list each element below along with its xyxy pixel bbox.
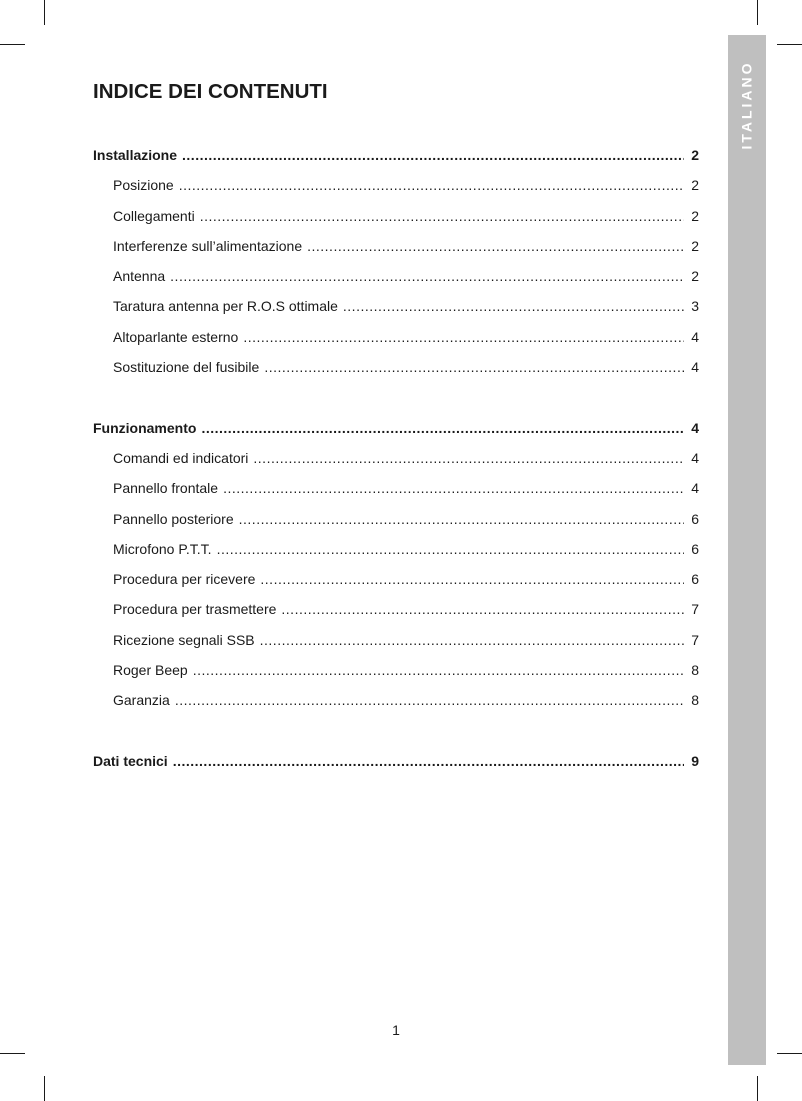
toc-entry-label: Installazione <box>93 147 178 163</box>
page-title: INDICE DEI CONTENUTI <box>93 80 328 103</box>
section-spacer <box>93 382 699 412</box>
toc-subsection-entry[interactable] <box>93 261 699 291</box>
toc-entry-label: Sostituzione del fusibile <box>113 359 260 376</box>
toc-entry-label: Ricezione segnali SSB <box>113 631 255 648</box>
toc-subsection-entry[interactable] <box>93 170 699 200</box>
toc-subsection-entry[interactable] <box>93 443 699 473</box>
toc-entry-label: Antenna <box>113 268 166 285</box>
table-of-contents <box>93 140 699 776</box>
dot-leader <box>281 594 684 624</box>
crop-mark <box>777 1053 802 1054</box>
toc-subsection-entry[interactable] <box>93 322 699 352</box>
toc-page-number: 2 <box>691 268 699 285</box>
dot-leader <box>223 473 684 503</box>
toc-entry-label: Interferenze sull’alimentazione <box>113 237 303 254</box>
page-number: 1 <box>392 1022 400 1038</box>
toc-page-number: 2 <box>691 237 699 254</box>
toc-entry-label: Funzionamento <box>93 419 197 436</box>
language-side-label <box>728 35 766 175</box>
toc-page-number: 8 <box>691 692 699 709</box>
toc-page-number: 4 <box>691 480 699 497</box>
dot-leader <box>173 746 684 776</box>
toc-subsection-entry[interactable] <box>93 655 699 685</box>
toc-entry-label: Collegamenti <box>113 207 195 224</box>
toc-entry-label: Posizione <box>113 177 174 194</box>
toc-subsection-entry[interactable] <box>93 685 699 715</box>
toc-page-number: 2 <box>691 147 699 163</box>
toc-subsection-entry[interactable] <box>93 201 699 231</box>
dot-leader <box>193 655 684 685</box>
dot-leader <box>182 140 684 170</box>
toc-page-number: 6 <box>691 571 699 588</box>
dot-leader <box>200 201 684 231</box>
toc-entry-label: Taratura antenna per R.O.S ottimale <box>113 298 338 315</box>
dot-leader <box>175 685 684 715</box>
dot-leader <box>307 231 684 261</box>
toc-page-number: 8 <box>691 662 699 679</box>
crop-mark <box>777 44 802 45</box>
toc-page-number: 4 <box>691 419 699 436</box>
toc-subsection-entry[interactable] <box>93 564 699 594</box>
toc-subsection-entry[interactable] <box>93 594 699 624</box>
toc-entry-label: Roger Beep <box>113 662 188 679</box>
toc-page-number: 7 <box>691 631 699 648</box>
toc-page-number: 9 <box>691 752 699 769</box>
toc-page-number: 2 <box>691 207 699 224</box>
crop-mark <box>44 0 45 25</box>
toc-subsection-entry[interactable] <box>93 625 699 655</box>
dot-leader <box>260 625 684 655</box>
crop-mark <box>0 44 25 45</box>
crop-mark <box>757 0 758 25</box>
dot-leader <box>170 261 684 291</box>
toc-subsection-entry[interactable] <box>93 473 699 503</box>
toc-entry-label: Procedura per trasmettere <box>113 601 277 618</box>
toc-entry-label: Pannello frontale <box>113 480 219 497</box>
toc-subsection-entry[interactable] <box>93 291 699 321</box>
crop-mark <box>757 1076 758 1101</box>
dot-leader <box>260 564 684 594</box>
crop-mark <box>44 1076 45 1101</box>
toc-entry-label: Procedura per ricevere <box>113 571 256 588</box>
toc-entry-label: Dati tecnici <box>93 752 168 769</box>
toc-page-number: 3 <box>691 298 699 315</box>
dot-leader <box>217 534 684 564</box>
section-spacer <box>93 716 699 746</box>
toc-page-number: 7 <box>691 601 699 618</box>
toc-section-entry[interactable] <box>93 746 699 776</box>
toc-page-number: 4 <box>691 328 699 345</box>
toc-subsection-entry[interactable] <box>93 352 699 382</box>
dot-leader <box>201 413 684 443</box>
toc-entry-label: Altoparlante esterno <box>113 328 239 345</box>
toc-entry-label: Pannello posteriore <box>113 510 234 527</box>
dot-leader <box>253 443 684 473</box>
dot-leader <box>264 352 684 382</box>
toc-page-number: 6 <box>691 510 699 527</box>
toc-entry-label: Garanzia <box>113 692 170 709</box>
language-label: ITALIANO <box>739 60 756 150</box>
dot-leader <box>179 170 684 200</box>
dot-leader <box>343 291 684 321</box>
toc-subsection-entry[interactable] <box>93 504 699 534</box>
dot-leader <box>239 504 684 534</box>
language-side-tab <box>728 35 766 1065</box>
toc-page-number: 4 <box>691 359 699 376</box>
crop-mark <box>0 1053 25 1054</box>
toc-subsection-entry[interactable] <box>93 231 699 261</box>
toc-page-number: 4 <box>691 449 699 466</box>
toc-section-entry[interactable] <box>93 140 699 170</box>
dot-leader <box>243 322 684 352</box>
toc-entry-label: Comandi ed indicatori <box>113 449 249 466</box>
toc-page-number: 6 <box>691 540 699 557</box>
toc-subsection-entry[interactable] <box>93 534 699 564</box>
toc-page-number: 2 <box>691 177 699 194</box>
toc-entry-label: Microfono P.T.T. <box>113 540 212 557</box>
toc-section-entry[interactable] <box>93 413 699 443</box>
